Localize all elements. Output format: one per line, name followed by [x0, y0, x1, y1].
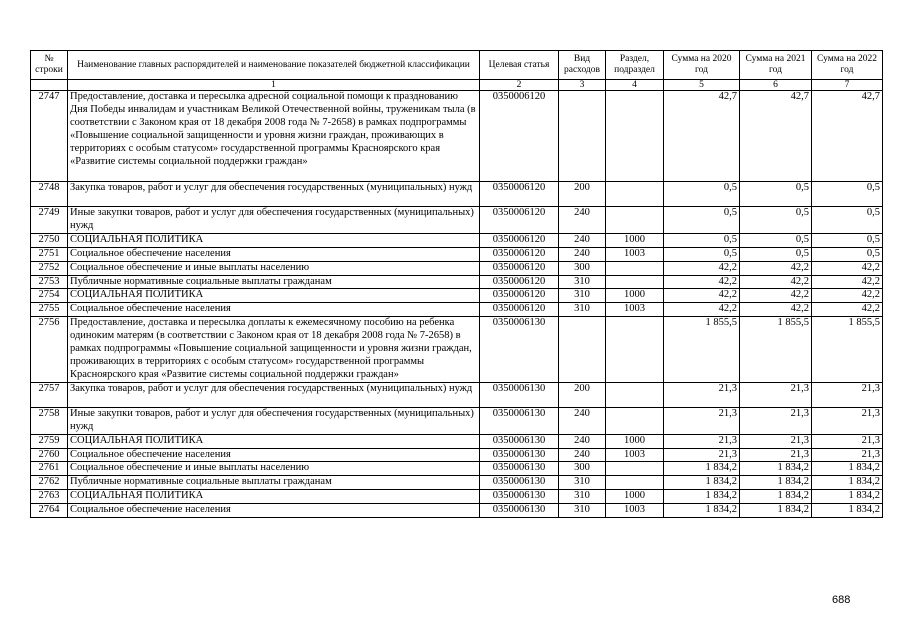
row-sum-2022: 42,2 [812, 261, 883, 275]
row-sum-2022: 1 834,2 [812, 490, 883, 504]
row-sum-2021: 21,3 [740, 448, 812, 462]
row-target-article: 0350006130 [480, 382, 559, 407]
row-target-article: 0350006130 [480, 448, 559, 462]
header-name: Наименование главных распорядителей и наименование показателей бюджетной классификации [68, 51, 480, 80]
row-sum-2020: 42,7 [664, 91, 740, 182]
table-row [31, 490, 883, 504]
header-expense-type: Вид расходов [559, 51, 606, 80]
row-expense-type: 200 [559, 182, 606, 207]
column-number: 6 [740, 80, 812, 91]
row-section [606, 182, 664, 207]
row-target-article: 0350006120 [480, 303, 559, 317]
row-section [606, 261, 664, 275]
table-row [31, 434, 883, 448]
row-number: 2757 [31, 382, 68, 407]
row-sum-2022: 1 834,2 [812, 504, 883, 518]
column-number: 7 [812, 80, 883, 91]
row-sum-2022: 0,5 [812, 182, 883, 207]
row-sum-2020: 0,5 [664, 207, 740, 234]
row-number: 2759 [31, 434, 68, 448]
row-expense-type: 310 [559, 303, 606, 317]
row-section: 1000 [606, 490, 664, 504]
row-target-article: 0350006120 [480, 247, 559, 261]
row-name: СОЦИАЛЬНАЯ ПОЛИТИКА [68, 434, 480, 448]
row-sum-2022: 0,5 [812, 207, 883, 234]
row-sum-2020: 21,3 [664, 448, 740, 462]
row-target-article: 0350006130 [480, 504, 559, 518]
row-expense-type: 300 [559, 261, 606, 275]
row-sum-2020: 1 834,2 [664, 504, 740, 518]
table-row [31, 317, 883, 383]
row-sum-2022: 42,2 [812, 289, 883, 303]
row-target-article: 0350006130 [480, 317, 559, 383]
column-number: 2 [480, 80, 559, 91]
row-number: 2755 [31, 303, 68, 317]
table-row [31, 233, 883, 247]
row-target-article: 0350006120 [480, 261, 559, 275]
row-sum-2021: 0,5 [740, 207, 812, 234]
row-name: Закупка товаров, работ и услуг для обеспечения государственных (муниципальных) нужд [68, 182, 480, 207]
row-sum-2022: 21,3 [812, 407, 883, 434]
row-expense-type: 200 [559, 382, 606, 407]
row-section: 1003 [606, 448, 664, 462]
row-section: 1000 [606, 289, 664, 303]
row-sum-2020: 21,3 [664, 434, 740, 448]
row-section [606, 91, 664, 182]
column-number-row [31, 80, 883, 91]
row-number: 2756 [31, 317, 68, 383]
row-sum-2021: 21,3 [740, 407, 812, 434]
column-number: 5 [664, 80, 740, 91]
table-row [31, 275, 883, 289]
row-target-article: 0350006120 [480, 289, 559, 303]
row-number: 2747 [31, 91, 68, 182]
row-number: 2763 [31, 490, 68, 504]
row-sum-2021: 1 834,2 [740, 504, 812, 518]
row-sum-2022: 0,5 [812, 233, 883, 247]
row-target-article: 0350006130 [480, 407, 559, 434]
row-section: 1003 [606, 247, 664, 261]
row-sum-2021: 0,5 [740, 247, 812, 261]
header-target-article: Целевая статья [480, 51, 559, 80]
row-number: 2748 [31, 182, 68, 207]
row-expense-type [559, 317, 606, 383]
row-sum-2021: 42,7 [740, 91, 812, 182]
row-sum-2020: 1 834,2 [664, 462, 740, 476]
row-section [606, 275, 664, 289]
row-target-article: 0350006120 [480, 182, 559, 207]
column-number: 1 [68, 80, 480, 91]
row-expense-type: 310 [559, 504, 606, 518]
row-sum-2020: 0,5 [664, 247, 740, 261]
row-target-article: 0350006120 [480, 207, 559, 234]
row-expense-type: 240 [559, 247, 606, 261]
row-section [606, 317, 664, 383]
table-row [31, 91, 883, 182]
row-name: СОЦИАЛЬНАЯ ПОЛИТИКА [68, 233, 480, 247]
row-target-article: 0350006130 [480, 462, 559, 476]
row-name: Публичные нормативные социальные выплаты гражданам [68, 476, 480, 490]
table-row [31, 261, 883, 275]
row-sum-2022: 42,7 [812, 91, 883, 182]
header-row [31, 51, 883, 80]
row-section: 1003 [606, 303, 664, 317]
table-row [31, 247, 883, 261]
table-row [31, 382, 883, 407]
row-section [606, 476, 664, 490]
row-sum-2022: 42,2 [812, 303, 883, 317]
header-section: Раздел, подраздел [606, 51, 664, 80]
table-row [31, 207, 883, 234]
row-number: 2762 [31, 476, 68, 490]
column-number: 3 [559, 80, 606, 91]
row-sum-2022: 21,3 [812, 434, 883, 448]
row-sum-2021: 42,2 [740, 303, 812, 317]
row-sum-2021: 21,3 [740, 434, 812, 448]
row-expense-type: 240 [559, 207, 606, 234]
header-sum-2020: Сумма на 2020 год [664, 51, 740, 80]
row-name: Иные закупки товаров, работ и услуг для обеспечения государственных (муниципальных) нужд [68, 207, 480, 234]
row-name: СОЦИАЛЬНАЯ ПОЛИТИКА [68, 289, 480, 303]
row-number: 2760 [31, 448, 68, 462]
row-number: 2752 [31, 261, 68, 275]
row-sum-2020: 0,5 [664, 233, 740, 247]
row-sum-2020: 1 834,2 [664, 476, 740, 490]
row-section [606, 207, 664, 234]
header-sum-2021: Сумма на 2021 год [740, 51, 812, 80]
row-sum-2020: 21,3 [664, 407, 740, 434]
row-expense-type: 310 [559, 275, 606, 289]
table-row [31, 303, 883, 317]
row-sum-2022: 21,3 [812, 448, 883, 462]
header-sum-2022: Сумма на 2022 год [812, 51, 883, 80]
row-sum-2022: 1 855,5 [812, 317, 883, 383]
row-sum-2021: 1 834,2 [740, 476, 812, 490]
row-sum-2021: 42,2 [740, 289, 812, 303]
row-name: СОЦИАЛЬНАЯ ПОЛИТИКА [68, 490, 480, 504]
row-name: Социальное обеспечение и иные выплаты населению [68, 261, 480, 275]
row-sum-2022: 1 834,2 [812, 462, 883, 476]
row-name: Закупка товаров, работ и услуг для обеспечения государственных (муниципальных) нужд [68, 382, 480, 407]
row-expense-type: 240 [559, 434, 606, 448]
row-sum-2022: 0,5 [812, 247, 883, 261]
row-number: 2754 [31, 289, 68, 303]
row-sum-2020: 1 834,2 [664, 490, 740, 504]
row-sum-2022: 21,3 [812, 382, 883, 407]
row-sum-2020: 42,2 [664, 275, 740, 289]
row-expense-type: 310 [559, 289, 606, 303]
row-target-article: 0350006120 [480, 91, 559, 182]
row-name: Предоставление, доставка и пересылка доплаты к ежемесячному пособию на ребенка одиноким матерям (в соответствии с Законом края от 18 декабря 2008 года № 7-2658) в рамках подпрограммы «Повышение социальной защищенности и уровня жизни граждан, проживающих в территориях с особым статусом» государственной программы Красноярского края «Развитие системы социальной поддержки граждан» [68, 317, 480, 383]
row-sum-2020: 0,5 [664, 182, 740, 207]
table-row [31, 462, 883, 476]
row-sum-2021: 42,2 [740, 275, 812, 289]
row-section [606, 462, 664, 476]
column-number [31, 80, 68, 91]
row-number: 2750 [31, 233, 68, 247]
row-expense-type: 240 [559, 448, 606, 462]
row-sum-2021: 21,3 [740, 382, 812, 407]
row-sum-2021: 1 834,2 [740, 462, 812, 476]
row-sum-2021: 1 834,2 [740, 490, 812, 504]
row-expense-type [559, 91, 606, 182]
row-number: 2764 [31, 504, 68, 518]
table-row [31, 504, 883, 518]
table-row [31, 289, 883, 303]
row-target-article: 0350006130 [480, 434, 559, 448]
row-sum-2020: 1 855,5 [664, 317, 740, 383]
row-expense-type: 240 [559, 407, 606, 434]
table-row [31, 448, 883, 462]
row-expense-type: 310 [559, 476, 606, 490]
row-target-article: 0350006130 [480, 490, 559, 504]
row-name: Социальное обеспечение населения [68, 448, 480, 462]
column-number: 4 [606, 80, 664, 91]
page-number: 688 [832, 594, 851, 606]
row-section: 1003 [606, 504, 664, 518]
row-sum-2021: 42,2 [740, 261, 812, 275]
row-sum-2022: 1 834,2 [812, 476, 883, 490]
row-expense-type: 310 [559, 490, 606, 504]
row-section: 1000 [606, 233, 664, 247]
row-expense-type: 300 [559, 462, 606, 476]
row-sum-2020: 42,2 [664, 261, 740, 275]
row-number: 2758 [31, 407, 68, 434]
budget-table [30, 50, 883, 518]
row-section [606, 407, 664, 434]
row-name: Социальное обеспечение населения [68, 247, 480, 261]
row-target-article: 0350006130 [480, 476, 559, 490]
row-target-article: 0350006120 [480, 275, 559, 289]
row-name: Социальное обеспечение населения [68, 504, 480, 518]
table-row [31, 407, 883, 434]
row-name: Иные закупки товаров, работ и услуг для обеспечения государственных (муниципальных) нужд [68, 407, 480, 434]
row-sum-2020: 42,2 [664, 289, 740, 303]
row-name: Предоставление, доставка и пересылка адресной социальной помощи к празднованию Дня Победы инвалидам и участникам Великой Отечественной войны, труженикам тыла (в соответствии с Законом края от 18 декабря 2008 года № 7-2658) в рамках подпрограммы «Повышение социальной защищенности и уровня жизни граждан, проживающих в территориях с особым статусом» государственной программы Красноярского края «Развитие системы социальной поддержки граждан» [68, 91, 480, 182]
row-sum-2022: 42,2 [812, 275, 883, 289]
row-sum-2021: 0,5 [740, 182, 812, 207]
row-sum-2020: 42,2 [664, 303, 740, 317]
row-section: 1000 [606, 434, 664, 448]
row-sum-2020: 21,3 [664, 382, 740, 407]
row-name: Публичные нормативные социальные выплаты гражданам [68, 275, 480, 289]
row-name: Социальное обеспечение населения [68, 303, 480, 317]
table-row [31, 476, 883, 490]
row-number: 2749 [31, 207, 68, 234]
row-number: 2751 [31, 247, 68, 261]
header-row-number: № строки [31, 51, 68, 80]
row-expense-type: 240 [559, 233, 606, 247]
row-number: 2753 [31, 275, 68, 289]
row-sum-2021: 0,5 [740, 233, 812, 247]
row-name: Социальное обеспечение и иные выплаты населению [68, 462, 480, 476]
row-sum-2021: 1 855,5 [740, 317, 812, 383]
row-number: 2761 [31, 462, 68, 476]
row-section [606, 382, 664, 407]
table-row [31, 182, 883, 207]
row-target-article: 0350006120 [480, 233, 559, 247]
